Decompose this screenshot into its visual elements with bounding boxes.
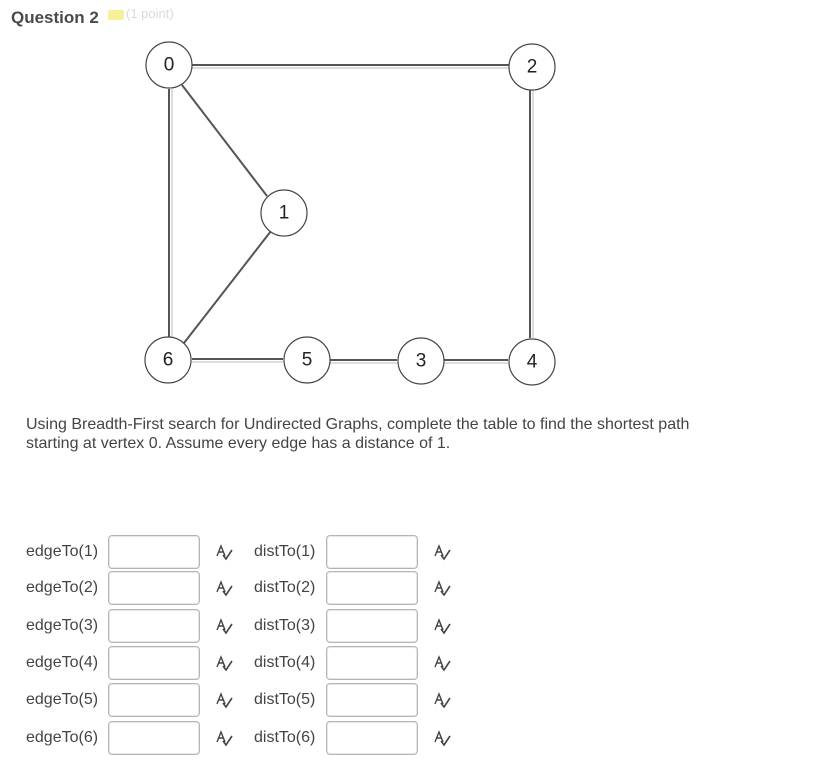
edgeto-1-input[interactable] [108, 535, 200, 569]
graph-node-6 [145, 337, 191, 383]
spellcheck-icon[interactable] [215, 617, 233, 635]
distto-2-label: distTo(2) [254, 579, 316, 596]
distto-1-input[interactable] [326, 535, 418, 569]
edgeto-3-label: edgeTo(3) [26, 617, 99, 634]
distto-3-label: distTo(3) [254, 617, 316, 634]
spellcheck-icon[interactable] [215, 543, 233, 561]
spellcheck-icon[interactable] [433, 543, 451, 561]
node-label: 0 [163, 54, 175, 76]
node-label: 3 [415, 350, 427, 372]
distto-1-label: distTo(1) [254, 543, 316, 560]
graph-node-4 [509, 339, 555, 385]
distto-5-input[interactable] [326, 683, 418, 717]
node-label: 2 [526, 56, 538, 78]
node-label: 1 [278, 202, 290, 224]
graph-node-5 [284, 337, 330, 383]
graph-edges [169, 65, 533, 363]
distto-5-label: distTo(5) [254, 691, 316, 708]
node-label: 4 [526, 351, 538, 373]
distto-6-input[interactable] [326, 721, 418, 755]
edgeto-5-input[interactable] [108, 683, 200, 717]
edgeto-4-label: edgeTo(4) [26, 654, 99, 671]
graph-node-3 [398, 338, 444, 384]
points-text: (1 point) [126, 6, 174, 21]
edge-0-1 [182, 85, 267, 196]
edge-1-6 [184, 231, 271, 343]
spellcheck-icon[interactable] [215, 579, 233, 597]
spellcheck-icon[interactable] [433, 729, 451, 747]
edgeto-5-label: edgeTo(5) [26, 691, 99, 708]
distto-3-input[interactable] [326, 609, 418, 643]
instructions-text: Using Breadth-First search for Undirected Graphs, complete the table to find the shortest path starting at vertex 0. Assume every edge has a distance of 1. [26, 416, 690, 452]
distto-4-input[interactable] [326, 646, 418, 680]
question-title: Question 2 [11, 8, 99, 27]
node-label: 6 [162, 349, 174, 371]
edgeto-2-label: edgeTo(2) [26, 579, 99, 596]
spellcheck-icon[interactable] [215, 691, 233, 709]
spellcheck-icon[interactable] [433, 691, 451, 709]
graph-node-0 [146, 42, 192, 88]
distto-4-label: distTo(4) [254, 654, 316, 671]
spellcheck-icon[interactable] [215, 729, 233, 747]
distto-2-input[interactable] [326, 571, 418, 605]
distto-6-label: distTo(6) [254, 729, 316, 746]
graph-node-1 [261, 190, 307, 236]
edgeto-4-input[interactable] [108, 646, 200, 680]
edgeto-2-input[interactable] [108, 571, 200, 605]
edgeto-1-label: edgeTo(1) [26, 543, 99, 560]
spellcheck-icon[interactable] [215, 654, 233, 672]
spellcheck-icon[interactable] [433, 654, 451, 672]
spellcheck-icon[interactable] [433, 579, 451, 597]
graph-node-2 [509, 44, 555, 90]
edgeto-6-label: edgeTo(6) [26, 729, 99, 746]
node-label: 5 [301, 349, 313, 371]
edgeto-6-input[interactable] [108, 721, 200, 755]
edgeto-3-input[interactable] [108, 609, 200, 643]
spellcheck-icon[interactable] [433, 617, 451, 635]
